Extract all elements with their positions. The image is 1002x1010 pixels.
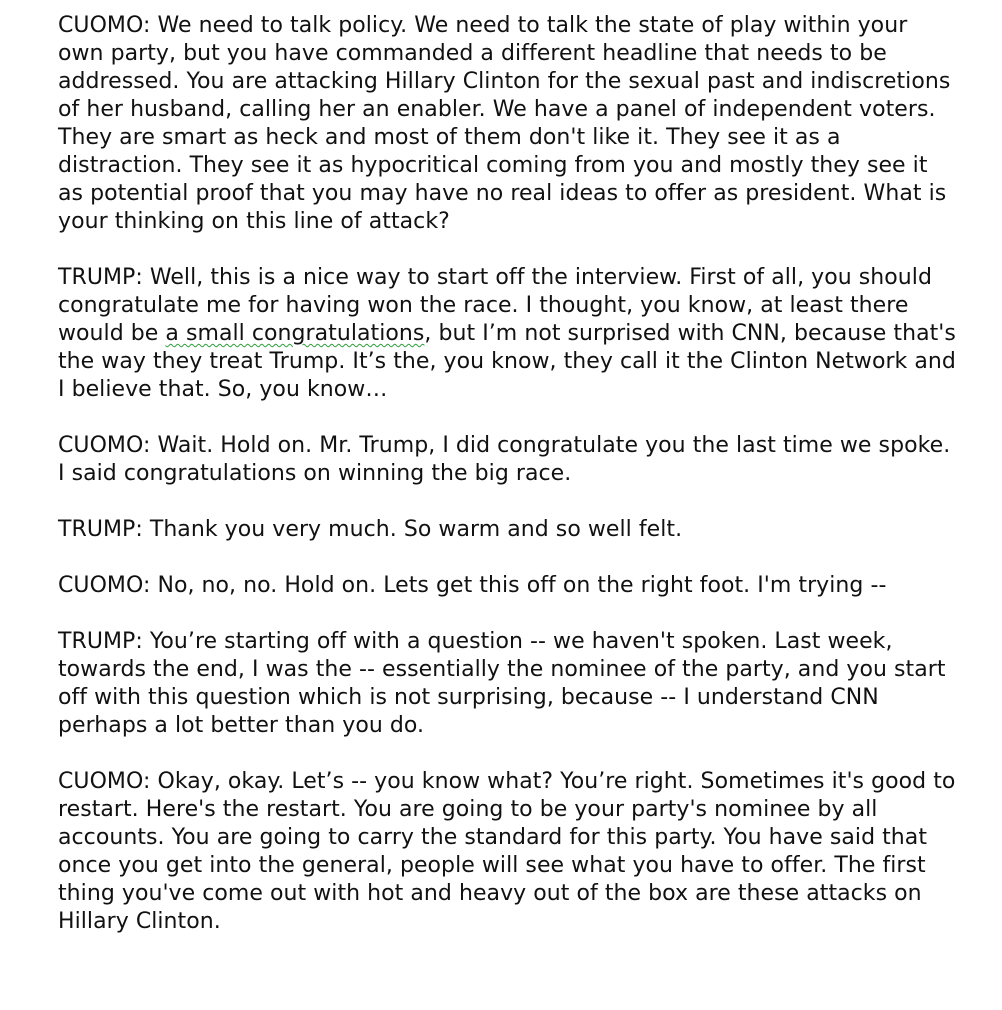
trump-paragraph-3: TRUMP: You’re starting off with a question -- we haven't spoken. Last week, towards the end, I was the -- essentially the nominee of the party, and you start off with this question which is not surprising, because -- I understand CNN perhaps a lot better than you do. bbox=[58, 629, 946, 738]
transcript-document bbox=[58, 12, 958, 964]
grammar-flagged-phrase[interactable]: a small congratulations bbox=[165, 321, 425, 346]
cuomo-paragraph-2: CUOMO: Wait. Hold on. Mr. Trump, I did congratulate you the last time we spoke. I said congratulations on winning the big race. bbox=[58, 433, 951, 486]
cuomo-paragraph-1: CUOMO: We need to talk policy. We need to talk the state of play within your own party, but you have commanded a different headline that needs to be addressed. You are attacking Hillary Clinton for the sexual past and indiscretions of her husband, calling her an enabler. We have a panel of independent voters. They are smart as heck and most of them don't like it. They see it as a distraction. They see it as hypocritical coming from you and mostly they see it as potential proof that you may have no real ideas to offer as president. What is your thinking on this line of attack? bbox=[58, 13, 951, 234]
cuomo-paragraph-4: CUOMO: Okay, okay. Let’s -- you know what? You’re right. Sometimes it's good to restart. Here's the restart. You are going to be your party's nominee by all accounts. You are going to carry the standard for this party. You have said that once you get into the general, people will see what you have to offer. The first thing you've come out with hot and heavy out of the box are these attacks on Hillary Clinton. bbox=[58, 769, 956, 934]
trump-paragraph-1-text-before: TRUMP: Well, this is a nice way to start off the interview. First of all, you should congratulate me for having won the race. I thought, you know, at least there would be bbox=[58, 265, 932, 346]
trump-paragraph-1-text-after: , but I’m not surprised with CNN, because that's the way they treat Trump. It’s the, you know, they call it the Clinton Network and I believe that. So, you know… bbox=[58, 321, 956, 402]
cuomo-paragraph-3: CUOMO: No, no, no. Hold on. Lets get this off on the right foot. I'm trying -- bbox=[58, 573, 887, 598]
trump-paragraph-2: TRUMP: Thank you very much. So warm and so well felt. bbox=[58, 517, 683, 542]
trump-paragraph-1 bbox=[58, 264, 958, 404]
